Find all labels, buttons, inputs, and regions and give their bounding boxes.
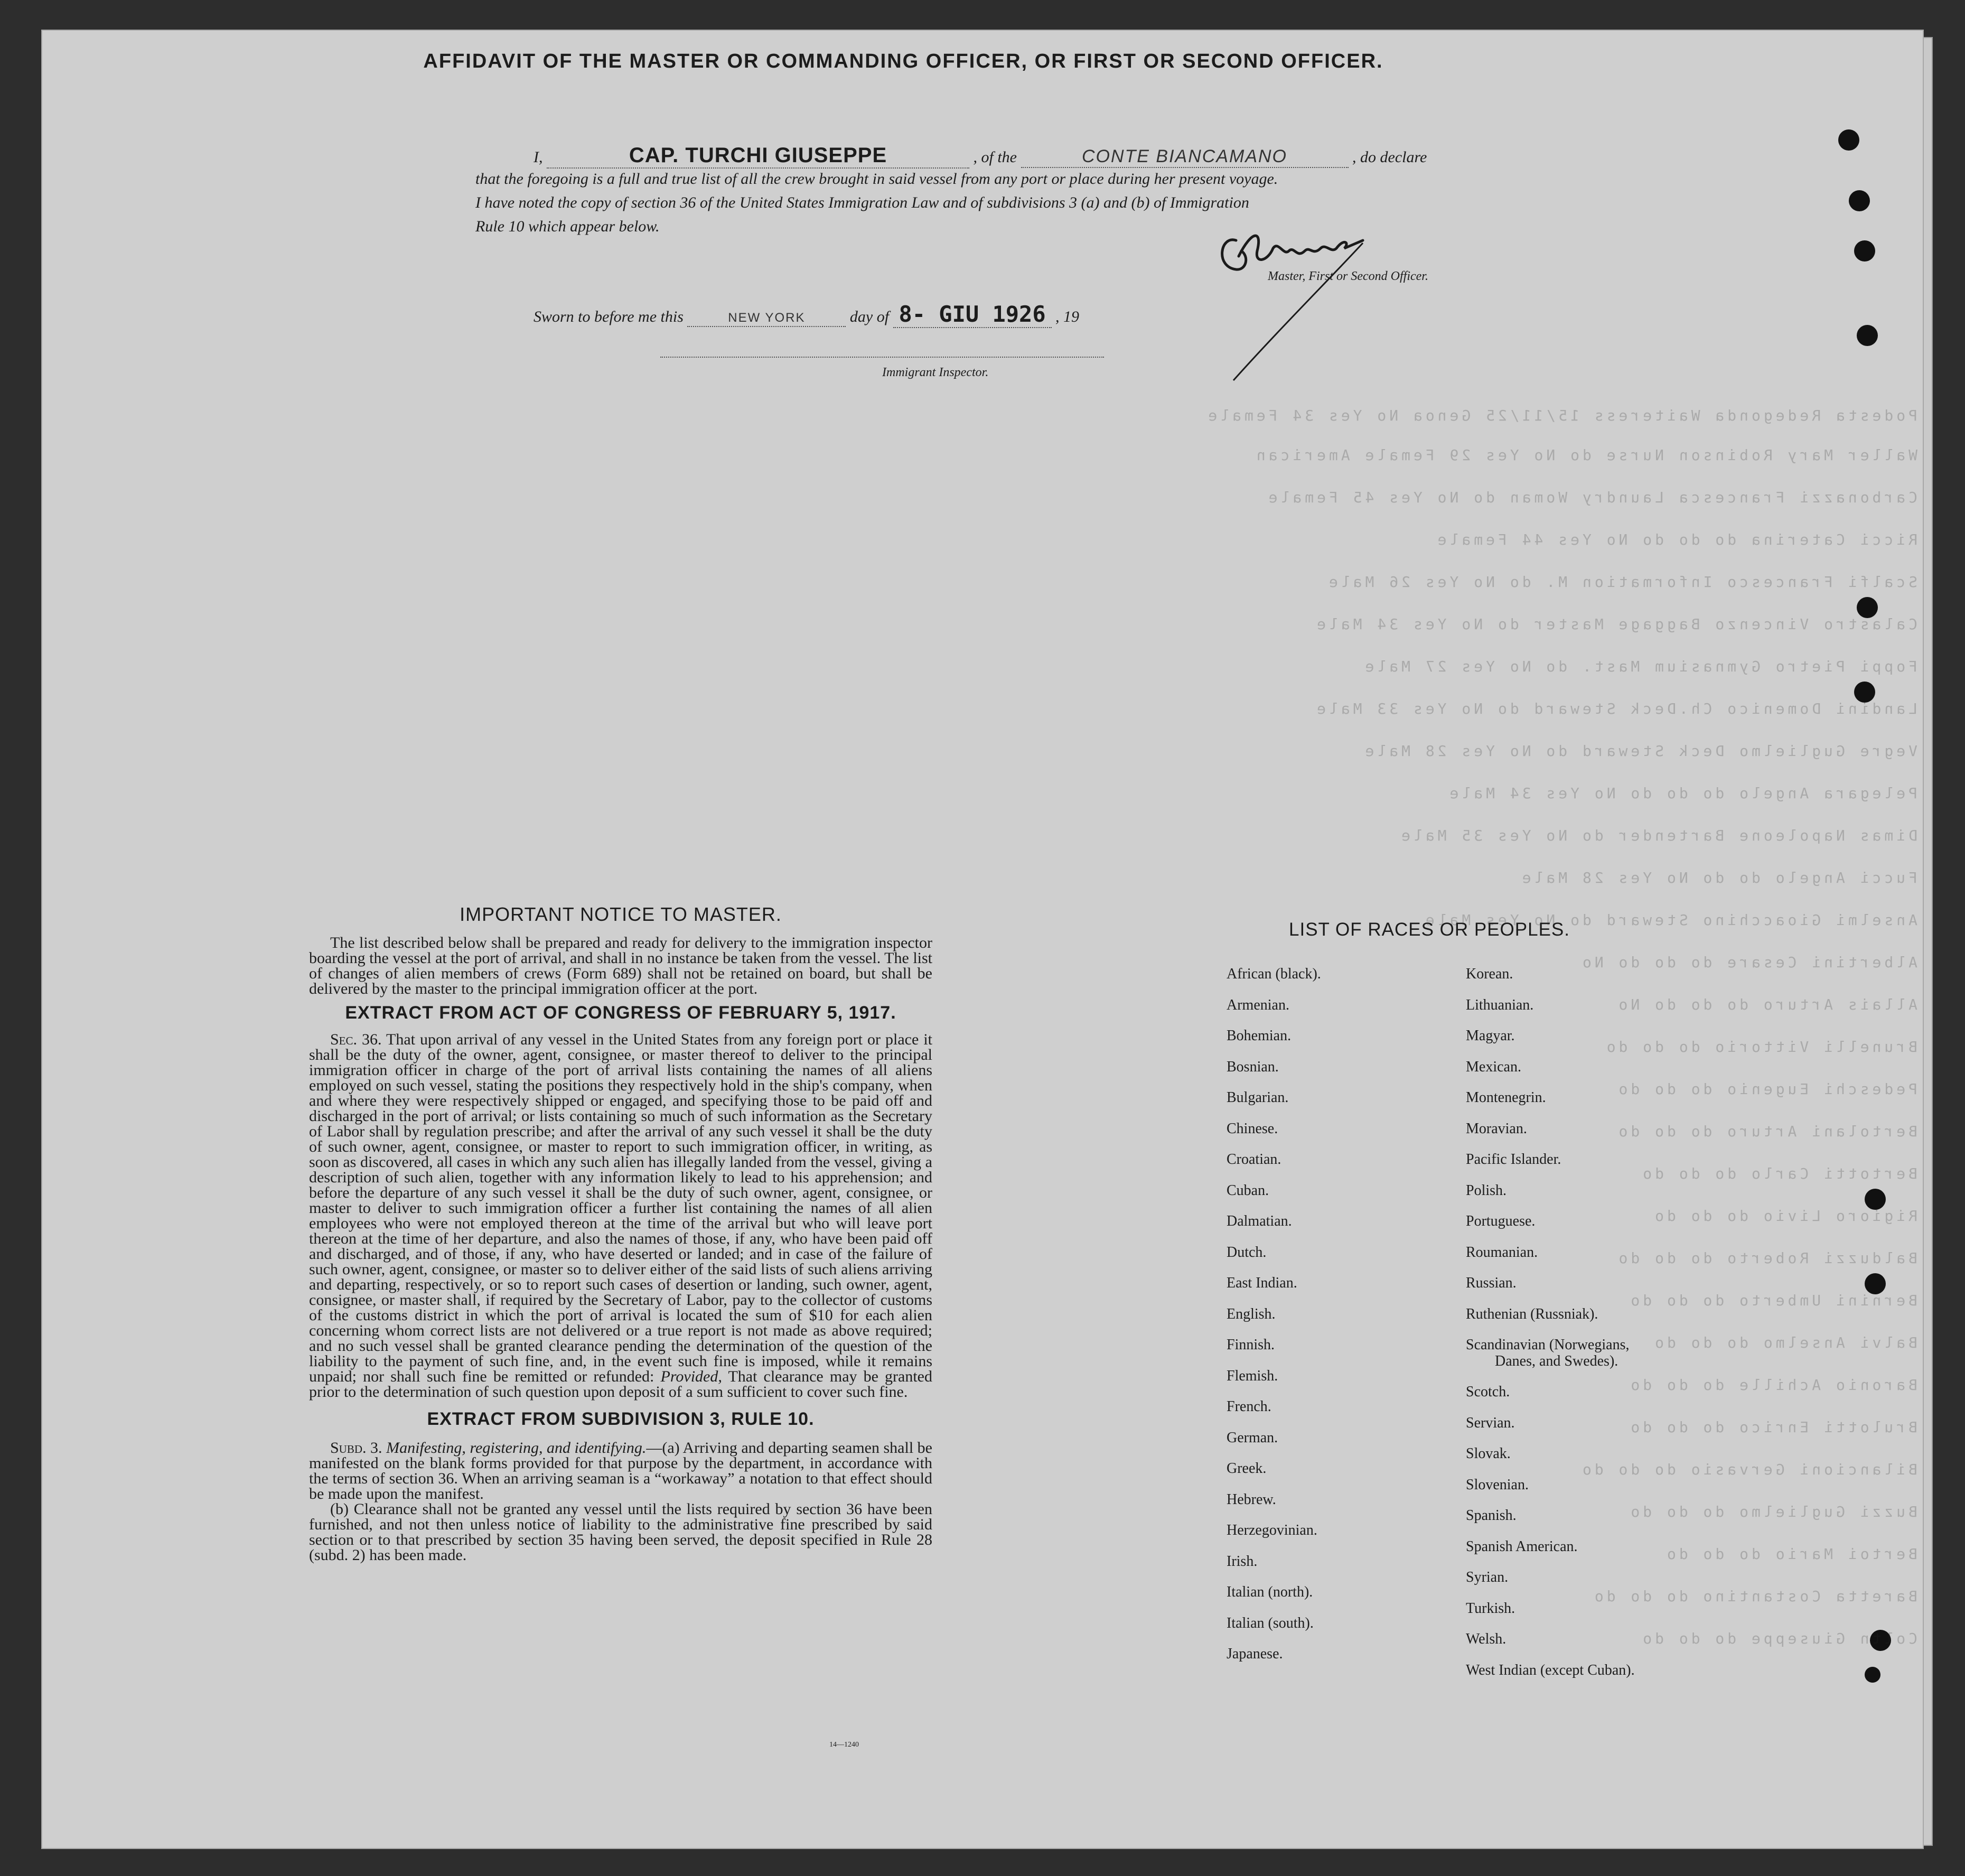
race-item: Russian.	[1466, 1275, 1517, 1291]
affidavit-title: AFFIDAVIT OF THE MASTER OR COMMANDING OFFICER, OR FIRST OR SECOND OFFICER.	[423, 50, 1383, 72]
year-suffix: , 19	[1055, 308, 1080, 325]
race-item: Slovenian.	[1466, 1476, 1529, 1493]
affidavit-line-3: I have noted the copy of section 36 of the United States Immigration Law and of subdivisions 3 (a) and (b) of Immigration	[475, 194, 1249, 211]
race-item: Cuban.	[1227, 1182, 1269, 1199]
proviso-label: Provided,	[660, 1368, 722, 1385]
binder-hole	[1854, 240, 1875, 262]
races-title: LIST OF RACES OR PEOPLES.	[1289, 919, 1570, 940]
race-item: West Indian (except Cuban).	[1466, 1662, 1635, 1678]
subd-label: Subd. 3.	[330, 1439, 382, 1457]
race-item: Moravian.	[1466, 1120, 1527, 1137]
proviso-text: That clearance may be granted prior to the determination of such question upon deposit of a sum sufficient to cover such fine.	[309, 1368, 932, 1401]
section-label: Sec. 36.	[330, 1031, 382, 1048]
inspector-signature-line	[660, 357, 1104, 358]
race-item: Japanese.	[1227, 1646, 1283, 1662]
day-of-label: day of	[849, 308, 890, 325]
race-item: Montenegrin.	[1466, 1089, 1546, 1106]
sworn-line	[534, 301, 1079, 328]
race-item: Roumanian.	[1466, 1244, 1538, 1261]
race-item: Chinese.	[1227, 1120, 1278, 1137]
sworn-label: Sworn to before me this	[534, 308, 684, 325]
race-item: African (black).	[1227, 966, 1321, 982]
race-item: Irish.	[1227, 1553, 1258, 1570]
act-extract-text	[309, 1032, 932, 1399]
master-name: CAP. TURCHI GIUSEPPE	[629, 144, 887, 167]
rule-para-a	[309, 1440, 932, 1501]
subd-heading: Manifesting, registering, and identifying.	[386, 1439, 647, 1457]
race-item: German.	[1227, 1429, 1278, 1446]
race-item: Scandinavian (Norwegians,	[1466, 1337, 1630, 1353]
race-item: Finnish.	[1227, 1337, 1275, 1353]
i-label: I,	[534, 148, 543, 166]
binder-hole	[1838, 129, 1859, 151]
race-item: Italian (north).	[1227, 1584, 1313, 1600]
rule-para-b: (b) Clearance shall not be granted any vessel until the lists required by section 36 have been furnished, and not then unless notice of liability to the administrative fine prescribed by said section or to that prescribed by section 35 having been served, the deposit specified in Rule 28 (subd. 2) has been made.	[309, 1500, 932, 1564]
race-item: Syrian.	[1466, 1569, 1509, 1585]
race-item: Bulgarian.	[1227, 1089, 1289, 1106]
race-item: Magyar.	[1466, 1028, 1515, 1044]
race-item: Herzegovinian.	[1227, 1522, 1317, 1538]
race-item: Dutch.	[1227, 1244, 1267, 1261]
race-item: Spanish.	[1466, 1507, 1517, 1524]
binder-hole	[1849, 190, 1870, 211]
race-item: French.	[1227, 1398, 1271, 1415]
master-signature	[1204, 219, 1447, 394]
race-item: Flemish.	[1227, 1367, 1278, 1384]
race-item: Turkish.	[1466, 1600, 1515, 1617]
of-the-label: , of the	[973, 148, 1017, 166]
race-item: Hebrew.	[1227, 1491, 1276, 1508]
sworn-place: NEW YORK	[728, 311, 806, 325]
affidavit-line-2: that the foregoing is a full and true list of all the crew brought in said vessel from any port or place during her present voyage.	[475, 170, 1278, 188]
binder-hole	[1857, 597, 1878, 618]
inspector-caption: Immigrant Inspector.	[882, 366, 989, 379]
subd-para-a-text: —(a) Arriving and departing seamen shall be manifested on the blank forms provided for that purpose by the department, in accordance with the terms of section 36. When an arriving seaman is a “workaway” a notation to that effect should be made upon the manifest.	[309, 1439, 932, 1502]
affidavit-line-4: Rule 10 which appear below.	[475, 218, 660, 235]
notice-title: IMPORTANT NOTICE TO MASTER.	[460, 903, 782, 925]
binder-hole	[1854, 682, 1875, 703]
race-item: Polish.	[1466, 1182, 1507, 1199]
affidavit-block	[296, 50, 1511, 73]
race-item: Spanish American.	[1466, 1538, 1578, 1555]
rule-extract-title: EXTRACT FROM SUBDIVISION 3, RULE 10.	[427, 1409, 815, 1429]
race-item: Korean.	[1466, 966, 1513, 982]
notice-column	[309, 903, 932, 1563]
vessel-name: CONTE BIANCAMANO	[1081, 146, 1288, 166]
affidavit-first-line	[534, 144, 1427, 169]
race-item: East Indian.	[1227, 1275, 1297, 1291]
race-item: Scotch.	[1466, 1384, 1510, 1400]
race-item: English.	[1227, 1305, 1276, 1322]
race-item: Slovak.	[1466, 1445, 1511, 1462]
race-item: Portuguese.	[1466, 1213, 1536, 1229]
master-name-field	[547, 144, 969, 169]
binder-hole	[1865, 1667, 1880, 1683]
race-item: Bohemian.	[1227, 1028, 1292, 1044]
race-item: Servian.	[1466, 1414, 1515, 1431]
sworn-date-field	[893, 301, 1052, 328]
sworn-date-stamp: 8- GIU 1926	[899, 301, 1046, 327]
race-item: Danes, and Swedes).	[1495, 1352, 1618, 1369]
act-extract-title: EXTRACT FROM ACT OF CONGRESS OF FEBRUARY 5, 1917.	[345, 1003, 896, 1023]
race-item: Croatian.	[1227, 1151, 1281, 1168]
binder-hole	[1865, 1189, 1886, 1210]
race-item: Ruthenian (Russniak).	[1466, 1305, 1598, 1322]
race-item: Mexican.	[1466, 1058, 1521, 1075]
binder-hole	[1857, 325, 1878, 346]
race-item: Greek.	[1227, 1460, 1267, 1477]
vessel-name-field	[1021, 146, 1349, 168]
do-declare-label: , do declare	[1352, 148, 1427, 166]
race-item: Italian (south).	[1227, 1614, 1314, 1631]
binder-hole	[1865, 1273, 1886, 1294]
race-item: Dalmatian.	[1227, 1213, 1292, 1229]
race-item: Armenian.	[1227, 996, 1289, 1013]
sworn-place-field	[687, 308, 846, 327]
race-item: Bosnian.	[1227, 1058, 1279, 1075]
section-36-text: That upon arrival of any vessel in the United States from any foreign port or place it shall be the duty of the owner, agent, consignee, or master thereof to deliver to the principal immigration officer in charge of the port of arrival lists containing the names of all aliens employed on such vessel, stating the positions they respectively hold in the ship's company, when and where they were respectively shipped or engaged, and specifying those to be paid off and discharged in the port of arrival; or lists containing so much of such information as the Secretary of Labor shall by regulation prescribe; and after the arrival of any such vessel it shall be the duty of such owner, agent, consignee, or master to report to such immigration officer, in writing, as soon as discovered, all cases in which any such alien has illegally landed from the vessel, giving a description of such alien, together with any information likely to lead to his apprehension; and before the departure of any such vessel it shall be the duty of such owner, agent, consignee, or master to deliver to such immigration officer a further list containing the names of all alien employees who were not employed thereon at the time of the arrival but who will leave port thereon at the time of her departure, and also the names of those, if any, who have been paid off and discharged, and of those, if any, who have deserted or landed; and in case of the failure of such owner, agent, consignee, or master so to deliver either of the said lists of such aliens arriving and departing, respectively, or so to report such cases of desertion or landing, such owner, agent, consignee, or master shall, if required by the Secretary of Labor, pay to the collector of customs of the customs district in which the port of arrival is located the sum of $10 for each alien concerning whom correct lists are not delivered or a true report is not made as above required; and no such vessel shall be granted clearance pending the determination of the question of the liability to the payment of such fine, and, in the event such fine is imposed, while it remains unpaid; nor shall such fine be remitted or refunded:	[309, 1031, 932, 1385]
form-number: 14—1240	[829, 1741, 859, 1749]
notice-text: The list described below shall be prepared and ready for delivery to the immigration inspector boarding the vessel at the port of arrival, and shall in no instance be taken from the vessel. The list of changes of alien members of crews (Form 689) shall not be retained on board, but shall be delivered by the master to the principal immigration officer at the port.	[309, 934, 932, 997]
signature-caption: Master, First or Second Officer.	[1268, 269, 1428, 283]
race-item: Welsh.	[1466, 1631, 1506, 1647]
race-item: Pacific Islander.	[1466, 1151, 1561, 1168]
race-item: Lithuanian.	[1466, 996, 1534, 1013]
